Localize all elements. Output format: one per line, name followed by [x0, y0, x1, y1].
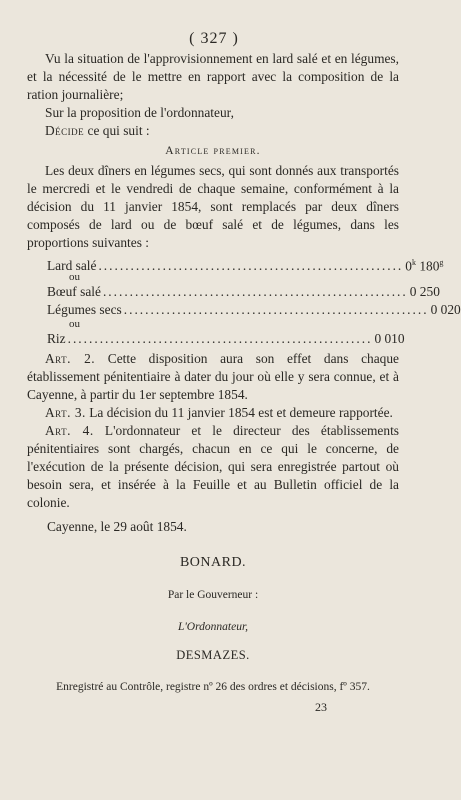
signatory-ordonnateur: DESMAZES.: [176, 648, 250, 662]
paragraph-decide: [27, 122, 399, 140]
document-body: [27, 50, 461, 716]
leader-dots: .........................................................: [123, 302, 429, 317]
article-3: [27, 404, 399, 422]
article-4: [27, 422, 399, 512]
ration-item-label: Bœuf salé: [47, 284, 101, 299]
article-4-text: L'ordonnateur et le directeur des établissements pénitentiaires sont chargés, chacun en ce qui le concerne, de l'exécution de la présente décision, qui sera enregistrée partout où besoin sera, et insérée à la Feuille et au Bulletin officiel de la colonie.: [27, 423, 399, 510]
date-line: Cayenne, le 29 août 1854.: [47, 519, 187, 534]
article-3-text: La décision du 11 janvier 1854 est et demeure rapportée.: [85, 405, 393, 420]
ou-separator: ou: [69, 271, 80, 283]
signature-mark: 23: [315, 700, 327, 714]
ou-separator: ou: [69, 318, 80, 330]
ration-item-value: 0 250: [409, 284, 440, 299]
ration-list: [47, 254, 461, 348]
decide-word: Décide: [45, 123, 85, 138]
registration-note: Enregistré au Contrôle, registre nº 26 des ordres et décisions, fº 357.: [56, 681, 370, 693]
ration-item: [47, 301, 461, 319]
article-2-label: Art. 2.: [45, 351, 96, 366]
ration-item: [47, 254, 444, 274]
ordonnateur-title: L'Ordonnateur,: [177, 621, 249, 633]
decide-rest: ce qui suit :: [84, 123, 150, 138]
leader-dots: .........................................................: [67, 331, 373, 346]
ration-item-value: 0 010: [374, 331, 405, 346]
article-2-text: Cette disposition aura son effet dans chaque établissement pénitentiaire à dater du jour où elle y sera connue, et à Cayenne, à partir du 1er septembre 1854.: [27, 351, 399, 402]
paragraph-proposition: Sur la proposition de l'ordonnateur,: [45, 105, 234, 120]
signatory-governor: BONARD.: [179, 555, 247, 570]
ration-item-value: 0$^k$ 180$^g$: [405, 258, 444, 274]
article-2: [27, 350, 399, 404]
ration-item-label: Riz: [47, 331, 66, 346]
par-le-gouverneur: Par le Gouverneur :: [167, 589, 259, 601]
ration-item-label: Lard salé: [47, 258, 97, 274]
paragraph-situation: Vu la situation de l'approvisionnement en lard salé et en légumes, et la nécessité de le mettre en rapport avec la composition de la ration journalière;: [27, 51, 399, 102]
article-3-label: Art. 3.: [45, 405, 86, 420]
ration-item: [47, 330, 405, 348]
leader-dots: .........................................................: [102, 284, 408, 299]
article-title: Article premier.: [165, 145, 261, 157]
ration-item-label: Légumes secs: [47, 302, 122, 317]
article-4-label: Art. 4.: [45, 423, 94, 438]
paragraph-article-1: Les deux dîners en légumes secs, qui sont donnés aux transportés le mercredi et le vendredi de chaque semaine, conformément à la décision du 11 janvier 1854, sont remplacés par deux dîners composés de lard ou de bœuf salé et de légumes, dans les proportions suivantes :: [27, 163, 399, 250]
leader-dots: .........................................................: [98, 258, 404, 274]
ration-item: [47, 283, 440, 301]
page-number: ( 327 ): [189, 30, 239, 47]
ration-item-value: 0 020: [430, 302, 461, 317]
